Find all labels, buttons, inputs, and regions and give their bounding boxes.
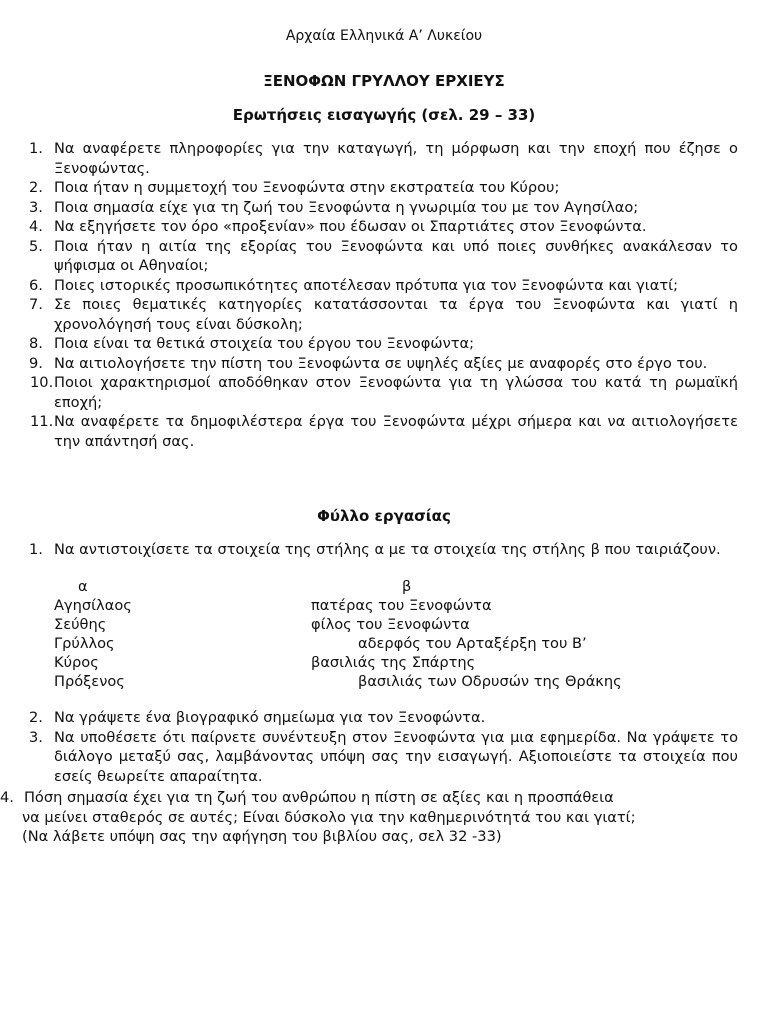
question-item	[0, 217, 768, 237]
task-4-line: να μείνει σταθερός σε αυτές; Είναι δύσκολο για την καθημερινότητά του και γιατί;	[22, 808, 636, 826]
task-number: 4.	[0, 789, 14, 806]
matching-row	[0, 616, 768, 635]
question-text: Να εξηγήσετε τον όρο «προξενίαν» που έδωσαν οι Σπαρτιάτες στον Ξενοφώντα.	[54, 218, 647, 235]
task-text: Πόση σημασία έχει για τη ζωή του ανθρώπου η πίστη σε αξίες και η προσπάθεια	[23, 789, 614, 806]
matching-cell-b: πατέρας του Ξενοφώντα	[311, 597, 492, 614]
matching-cell-a: Πρόξενος	[54, 673, 125, 690]
question-number: 9.	[29, 354, 43, 372]
intro-questions-list	[0, 139, 768, 451]
task-number: 2.	[29, 709, 43, 726]
question-text: Να αναφέρετε τα δημοφιλέστερα έργα του Ξενοφώντα μέχρι σήμερα και να αιτιολογήσετε την απάντησή σας.	[54, 413, 738, 450]
question-text: Ποια ήταν η αιτία της εξορίας του Ξενοφώντα και υπό ποιες συνθήκες ανακάλεσαν το ψήφισμα οι Αθηναίοι;	[54, 237, 738, 274]
matching-cell-a: Αγησίλαος	[54, 597, 132, 614]
question-item	[0, 276, 768, 296]
task-text: Να γράψετε ένα βιογραφικό σημείωμα για τον Ξενοφώντα.	[54, 709, 486, 726]
matching-row	[0, 654, 768, 673]
question-text: Να αναφέρετε πληροφορίες για την καταγωγή, τη μόρφωση και την εποχή που έζησε ο Ξενοφώντας.	[54, 140, 738, 177]
question-number: 1.	[29, 140, 43, 157]
question-item	[0, 354, 768, 374]
question-number: 7.	[29, 296, 43, 313]
question-text: Σε ποιες θεματικές κατηγορίες κατατάσσονται τα έργα του Ξενοφώντα και γιατί η χρονολόγησή τους είναι δύσκολη;	[54, 296, 738, 333]
question-text: Ποια ήταν η συμμετοχή του Ξενοφώντα στην εκστρατεία του Κύρου;	[54, 179, 560, 196]
page-header: Αρχαία Ελληνικά Α’ Λυκείου	[285, 28, 483, 44]
section-title-worksheet: Φύλλο εργασίας	[317, 507, 451, 525]
question-item	[0, 373, 768, 412]
question-number: 10.	[30, 374, 54, 391]
question-number: 8.	[29, 335, 43, 352]
section-title-intro-questions: Ερωτήσεις εισαγωγής (σελ. 29 – 33)	[232, 106, 536, 124]
question-item	[0, 334, 768, 354]
question-text: Ποιες ιστορικές προσωπικότητες αποτέλεσαν πρότυπα για τον Ξενοφώντα και γιατί;	[54, 276, 679, 294]
document-title: ΞΕΝΟΦΩΝ ΓΡΥΛΛΟΥ ΕΡΧΙΕΥΣ	[263, 72, 505, 90]
question-item	[0, 237, 768, 276]
question-number: 5.	[29, 237, 43, 255]
task-4-line	[0, 788, 768, 808]
question-number: 3.	[29, 198, 43, 216]
task-item	[0, 708, 768, 728]
worksheet-task-1	[0, 540, 768, 560]
matching-header-row	[0, 578, 768, 597]
matching-cell-b: βασιλιάς των Οδρυσών της Θράκης	[358, 673, 622, 690]
matching-cell-a: Κύρος	[54, 654, 99, 671]
worksheet-tasks-2-3	[0, 708, 768, 786]
matching-cell-b: αδερφός του Αρταξέρξη του Β’	[358, 635, 587, 652]
worksheet-task-4	[0, 788, 768, 847]
task-text: Να αντιστοιχίσετε τα στοιχεία της στήλης α με τα στοιχεία της στήλης β που ταιριάζουν.	[54, 541, 721, 558]
matching-cell-a: Σεύθης	[54, 616, 107, 633]
question-item	[0, 139, 768, 178]
column-a-header: α	[78, 578, 88, 595]
task-text: Να υποθέσετε ότι παίρνετε συνέντευξη στον Ξενοφώντα για μια εφημερίδα. Να γράψετε το διάλογο μεταξύ σας, λαμβάνοντας υπόψη σας την εισαγωγή. Αξιοποιείστε τα στοιχεία που εσείς θεωρείτε απαραίτητα.	[54, 728, 738, 785]
question-number: 11.	[30, 413, 54, 430]
column-b-header: β	[402, 578, 412, 595]
matching-row	[0, 673, 768, 692]
matching-row	[0, 597, 768, 616]
question-item	[0, 198, 768, 218]
question-item	[0, 178, 768, 198]
matching-cell-b: βασιλιάς της Σπάρτης	[311, 654, 476, 671]
question-item	[0, 412, 768, 451]
task-number: 1.	[29, 541, 43, 558]
matching-cell-a: Γρύλλος	[54, 635, 115, 652]
task-number: 3.	[29, 728, 43, 746]
question-text: Ποιοι χαρακτηρισμοί αποδόθηκαν στον Ξενοφώντα για τη γλώσσα του κατά τη ρωμαϊκή εποχή;	[54, 374, 738, 411]
question-number: 2.	[29, 179, 43, 196]
question-text: Να αιτιολογήσετε την πίστη του Ξενοφώντα σε υψηλές αξίες με αναφορές στο έργο του.	[54, 354, 708, 372]
task-item	[0, 728, 768, 787]
matching-cell-b: φίλος του Ξενοφώντα	[311, 616, 470, 633]
question-number: 6.	[29, 276, 43, 294]
question-number: 4.	[29, 218, 43, 235]
question-text: Ποια είναι τα θετικά στοιχεία του έργου του Ξενοφώντα;	[54, 335, 475, 352]
question-item	[0, 295, 768, 334]
task-4-line: (Να λάβετε υπόψη σας την αφήγηση του βιβλίου σας, σελ 32 -33)	[22, 828, 502, 845]
matching-row	[0, 635, 768, 654]
question-text: Ποια σημασία είχε για τη ζωή του Ξενοφώντα η γνωριμία του με τον Αγησίλαο;	[54, 198, 639, 216]
task-item	[0, 540, 768, 560]
